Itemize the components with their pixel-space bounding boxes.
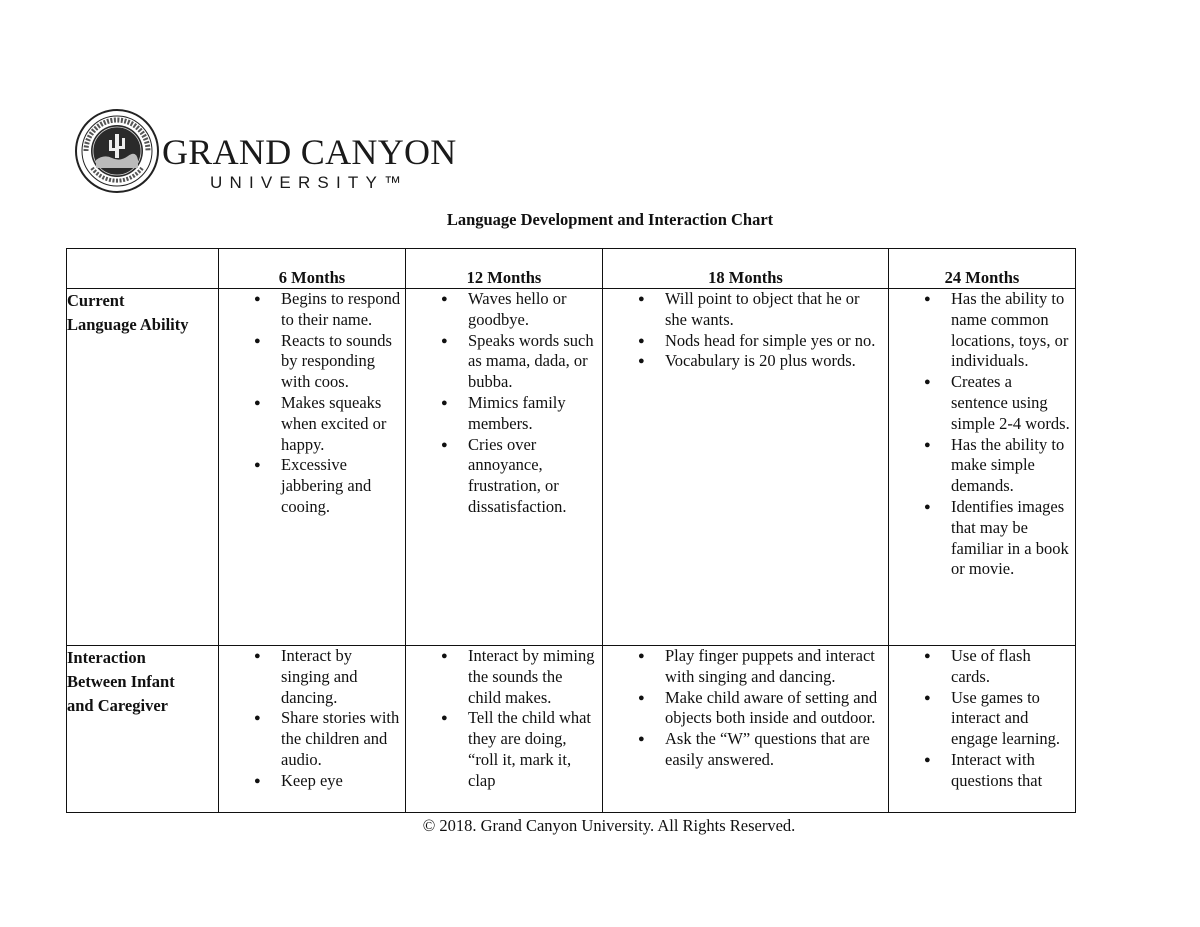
list-item: ● Tell the child what they are doing, “roll it, mark it, clap: [468, 708, 598, 791]
list-item: ● Use games to interact and engage learning.: [951, 688, 1071, 750]
row-label-line: and Caregiver: [67, 696, 168, 715]
logo-subtitle: UNIVERSITY™: [210, 173, 409, 192]
list-item: ● Waves hello or goodbye.: [468, 289, 598, 331]
cell-language-12-months: [406, 289, 603, 646]
list-item: ● Vocabulary is 20 plus words.: [665, 351, 884, 372]
header-18-months: 18 Months: [603, 249, 889, 289]
logo-wordmark: GRAND CANYON: [162, 132, 457, 172]
list-item: ● Reacts to sounds by responding with coos.: [281, 331, 401, 393]
row-label-line: Current: [67, 291, 125, 310]
row-label-line: Language Ability: [67, 315, 189, 334]
copyright-footer: © 2018. Grand Canyon University. All Rights Reserved.: [422, 816, 796, 835]
list-item: ● Interact by miming the sounds the child makes.: [468, 646, 598, 708]
row-label-line: Interaction: [67, 648, 146, 667]
table-header-row: [67, 249, 1076, 289]
list-item: ● Creates a sentence using simple 2-4 words.: [951, 372, 1071, 434]
header-6-months: 6 Months: [219, 249, 406, 289]
list-item: ● Has the ability to name common locations, toys, or individuals.: [951, 289, 1071, 372]
list-item: ● Keep eye: [281, 771, 401, 792]
development-chart-table: [66, 248, 1076, 813]
document-title: Language Development and Interaction Chart: [446, 210, 774, 229]
list-item: ● Share stories with the children and audio.: [281, 708, 401, 770]
list-item: ● Play finger puppets and interact with singing and dancing.: [665, 646, 884, 688]
cell-language-18-months: [603, 289, 889, 646]
list-item: ● Makes squeaks when excited or happy.: [281, 393, 401, 455]
row-label-language-ability: [67, 289, 219, 646]
table-row-language-ability: [67, 289, 1076, 646]
cell-interaction-12-months: [406, 646, 603, 813]
list-item: ● Use of flash cards.: [951, 646, 1071, 688]
header-corner: [67, 249, 219, 289]
row-label-interaction: [67, 646, 219, 813]
cell-language-6-months: [219, 289, 406, 646]
list-item: ● Nods head for simple yes or no.: [665, 331, 884, 352]
list-item: ● Cries over annoyance, frustration, or dissatisfaction.: [468, 435, 598, 518]
cell-interaction-18-months: [603, 646, 889, 813]
university-seal-icon: [74, 108, 160, 194]
table-row-interaction: [67, 646, 1076, 813]
list-item: ● Speaks words such as mama, dada, or bubba.: [468, 331, 598, 393]
list-item: ● Interact with questions that: [951, 750, 1071, 792]
header-12-months: 12 Months: [406, 249, 603, 289]
cell-interaction-6-months: [219, 646, 406, 813]
list-item: ● Ask the “W” questions that are easily answered.: [665, 729, 884, 771]
list-item: ● Begins to respond to their name.: [281, 289, 401, 331]
cell-language-24-months: [889, 289, 1076, 646]
list-item: ● Excessive jabbering and cooing.: [281, 455, 401, 517]
row-label-line: Between Infant: [67, 672, 175, 691]
university-logo: [74, 108, 457, 194]
list-item: ● Will point to object that he or she wants.: [665, 289, 884, 331]
list-item: ● Make child aware of setting and objects both inside and outdoor.: [665, 688, 884, 730]
list-item: ● Has the ability to make simple demands.: [951, 435, 1071, 497]
list-item: ● Mimics family members.: [468, 393, 598, 435]
list-item: ● Identifies images that may be familiar in a book or movie.: [951, 497, 1071, 580]
list-item: ● Interact by singing and dancing.: [281, 646, 401, 708]
header-24-months: 24 Months: [889, 249, 1076, 289]
cell-interaction-24-months: [889, 646, 1076, 813]
